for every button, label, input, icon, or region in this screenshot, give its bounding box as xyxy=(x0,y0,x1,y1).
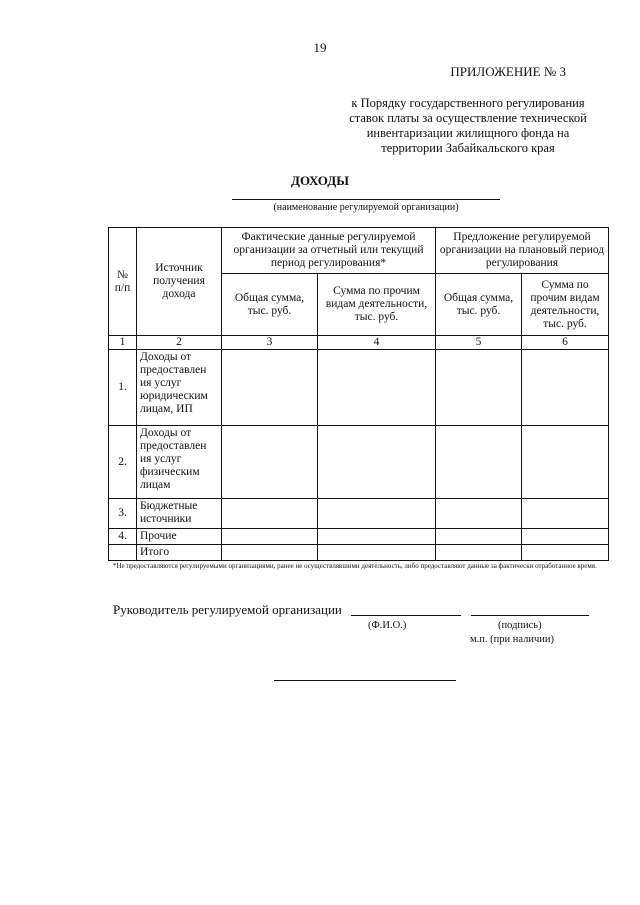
cell-actual-total xyxy=(222,426,318,499)
subtitle-line: ставок платы за осуществление технической xyxy=(349,111,587,125)
row-source: Прочие xyxy=(137,529,222,545)
stamp-caption: м.п. (при наличии) xyxy=(470,634,554,645)
cell-actual-other xyxy=(318,529,436,545)
row-source: Доходы от предоставлен ия услуг физическим лицам xyxy=(137,426,222,499)
document-title: ДОХОДЫ xyxy=(291,173,349,188)
cell-actual-total xyxy=(222,350,318,426)
cell-proposal-total xyxy=(436,545,522,561)
cell-actual-total xyxy=(222,529,318,545)
row-number: 2. xyxy=(109,426,137,499)
cell-actual-other xyxy=(318,426,436,499)
cell-actual-other xyxy=(318,350,436,426)
subtitle-line: инвентаризации жилищного фонда на xyxy=(366,126,570,140)
signature-line xyxy=(471,615,589,616)
appendix-title: ПРИЛОЖЕНИЕ № 3 xyxy=(450,64,566,79)
footnote: *Не предоставляются регулируемыми организациями, ранее не осуществлявшими деятельность, либо предоставляют данные за фактически отработанное время. xyxy=(113,562,597,570)
row-source: Доходы от предоставлен ия услуг юридическим лицам, ИП xyxy=(137,350,222,426)
cell-proposal-total xyxy=(436,529,522,545)
row-source: Бюджетные источники xyxy=(137,499,222,529)
cell-proposal-other xyxy=(522,529,609,545)
cell-proposal-other xyxy=(522,499,609,529)
signature-caption: (подпись) xyxy=(498,620,542,631)
column-number: 2 xyxy=(137,336,222,350)
cell-actual-total xyxy=(222,499,318,529)
table-row xyxy=(109,529,609,545)
row-number: 4. xyxy=(109,529,137,545)
signature-label: Руководитель регулируемой организации xyxy=(113,602,342,617)
row-number: 1. xyxy=(109,350,137,426)
organization-name-line xyxy=(232,199,500,200)
header-actual-total: Общая сумма, тыс. руб. xyxy=(222,274,318,336)
cell-proposal-other xyxy=(522,545,609,561)
cell-proposal-total xyxy=(436,426,522,499)
cell-actual-other xyxy=(318,499,436,529)
header-proposal-group: Предложение регулируемой организации на плановый период регулирования xyxy=(436,228,609,274)
fio-caption: (Ф.И.О.) xyxy=(368,620,407,631)
row-number xyxy=(109,545,137,561)
header-proposal-total: Общая сумма, тыс. руб. xyxy=(436,274,522,336)
page-number: 19 xyxy=(313,40,327,55)
cell-proposal-total xyxy=(436,350,522,426)
column-number: 5 xyxy=(436,336,522,350)
row-number: 3. xyxy=(109,499,137,529)
table-row xyxy=(109,350,609,426)
header-actual-other: Сумма по прочим видам деятельности, тыс. руб. xyxy=(318,274,436,336)
header-source: Источник получения дохода xyxy=(137,228,222,336)
table-row xyxy=(109,426,609,499)
organization-name-caption: (наименование регулируемой организации) xyxy=(273,202,459,213)
column-number: 3 xyxy=(222,336,318,350)
bottom-separator-line xyxy=(274,680,456,681)
header-proposal-other: Сумма по прочим видам деятельности, тыс. руб. xyxy=(522,274,609,336)
cell-actual-total xyxy=(222,545,318,561)
column-number: 6 xyxy=(522,336,609,350)
appendix-subtitle xyxy=(338,96,598,156)
cell-proposal-other xyxy=(522,350,609,426)
table-row-total xyxy=(109,545,609,561)
column-numbers-row xyxy=(109,336,609,350)
subtitle-line: территории Забайкальского края xyxy=(381,141,555,155)
income-table xyxy=(108,227,609,561)
fio-line xyxy=(351,615,461,616)
column-number: 4 xyxy=(318,336,436,350)
cell-actual-other xyxy=(318,545,436,561)
subtitle-line: к Порядку государственного регулирования xyxy=(351,96,585,110)
cell-proposal-other xyxy=(522,426,609,499)
header-num: № п/п xyxy=(109,228,137,336)
row-source: Итого xyxy=(137,545,222,561)
cell-proposal-total xyxy=(436,499,522,529)
table-row xyxy=(109,499,609,529)
column-number: 1 xyxy=(109,336,137,350)
header-actual-group: Фактические данные регулируемой организации за отчетный или текущий период регулирования* xyxy=(222,228,436,274)
